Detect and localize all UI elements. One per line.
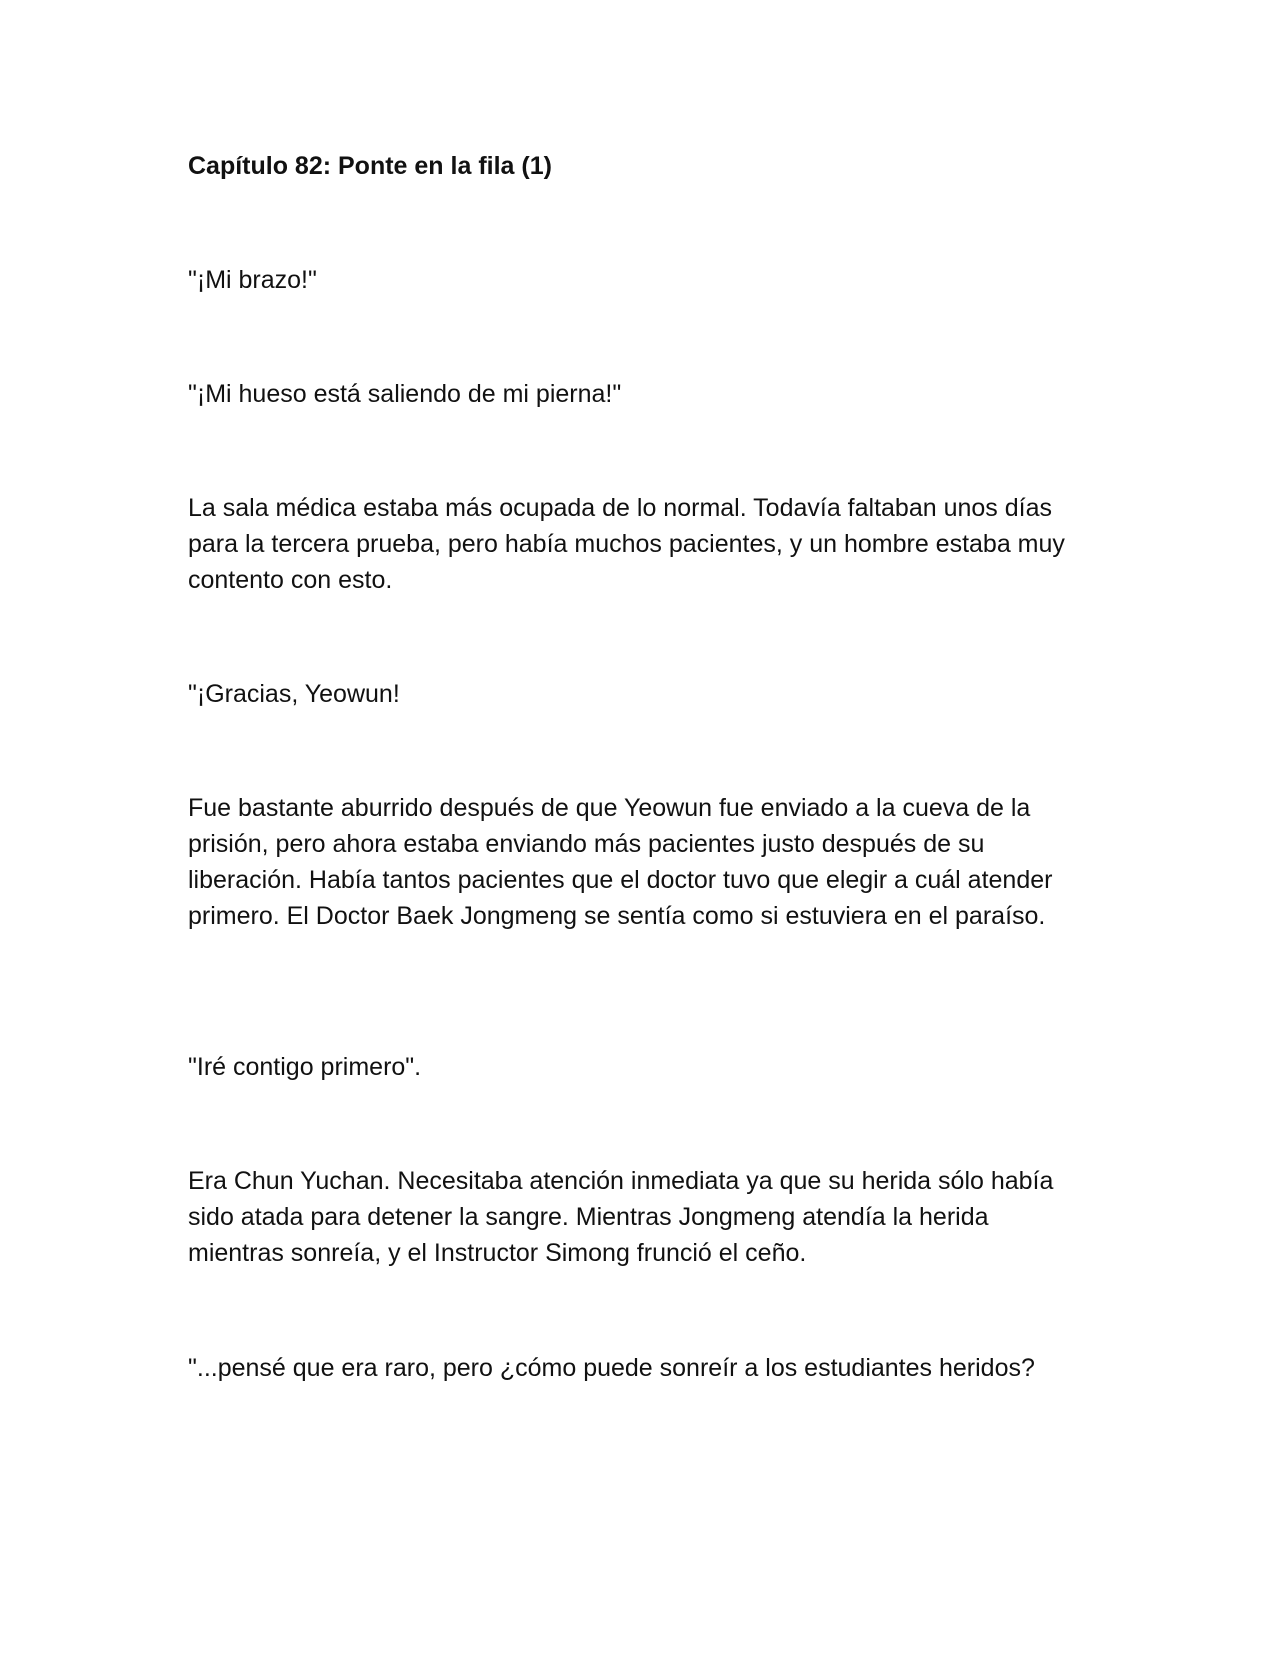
paragraph-7: Era Chun Yuchan. Necesitaba atención inmediata ya que su herida sólo había sido atada para detener la sangre. Mientras Jongmeng atendía la herida mientras sonreía, y el Instructor Simong frunció el ceño. xyxy=(188,1167,1054,1267)
paragraph-3: La sala médica estaba más ocupada de lo normal. Todavía faltaban unos días para la tercera prueba, pero había muchos pacientes, y un hombre estaba muy contento con esto. xyxy=(188,494,1065,594)
paragraph-5: Fue bastante aburrido después de que Yeowun fue enviado a la cueva de la prisión, pero ahora estaba enviando más pacientes justo después de su liberación. Había tantos pacientes que el doctor tuvo que elegir a cuál atender primero. El Doctor Baek Jongmeng se sentía como si estuviera en el paraíso. xyxy=(188,794,1053,930)
paragraph-6: "Iré contigo primero". xyxy=(188,1053,422,1081)
chapter-title: Capítulo 82: Ponte en la fila (1) xyxy=(188,152,552,180)
paragraph-4: "¡Gracias, Yeowun! xyxy=(188,680,400,708)
paragraph-1: "¡Mi brazo!" xyxy=(188,266,317,294)
paragraph-8: "...pensé que era raro, pero ¿cómo puede sonreír a los estudiantes heridos? xyxy=(188,1354,1035,1382)
paragraph-2: "¡Mi hueso está saliendo de mi pierna!" xyxy=(188,380,622,408)
